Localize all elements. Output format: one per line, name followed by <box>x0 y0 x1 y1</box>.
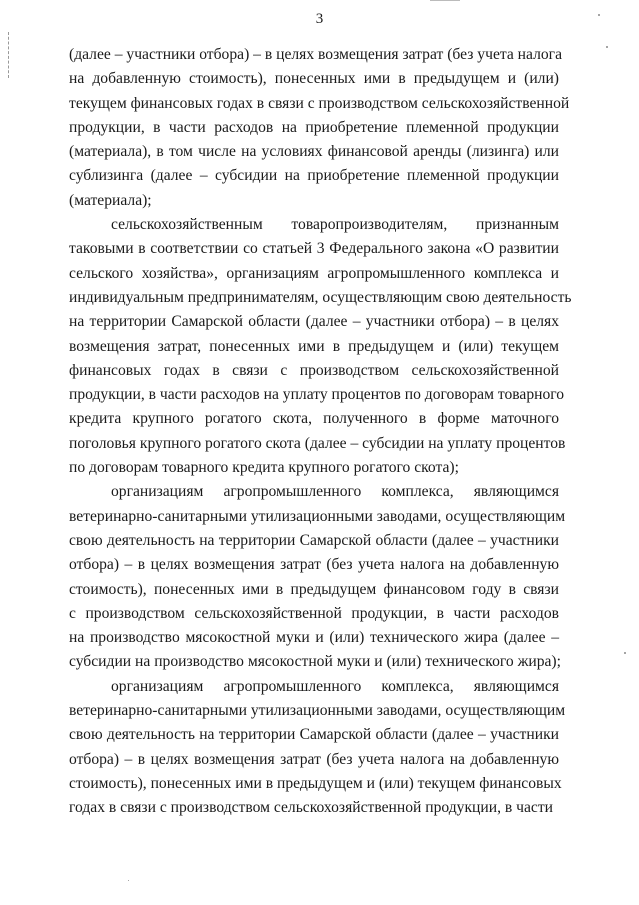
text-line: ветеринарно-санитарными утилизационными заводами, осуществляющим <box>69 507 566 525</box>
paragraph <box>69 675 566 821</box>
text-line: таковыми в соответствии со статьей 3 Федерального закона «О развитии <box>69 240 559 258</box>
text-line: (материала), в том числе на условиях финансовой аренды (лизинга) или <box>69 143 559 161</box>
text-line: отбора) – в целях возмещения затрат (без учета налога на добавленную <box>69 750 559 768</box>
text-line: (материала); <box>69 191 152 209</box>
text-line: сублизинга (далее – субсидии на приобретение племенной продукции <box>69 167 559 185</box>
scan-speck <box>128 880 129 881</box>
text-line: по договорам товарного кредита крупного рогатого скота); <box>69 459 459 477</box>
document-body <box>69 43 572 821</box>
text-line: ветеринарно-санитарными утилизационными заводами, осуществляющим <box>69 702 566 720</box>
text-line: на добавленную стоимость), понесенных ими в предыдущем и (или) <box>69 70 559 88</box>
text-line: отбора) – в целях возмещения затрат (без учета налога на добавленную <box>69 556 559 574</box>
paragraph <box>69 213 572 480</box>
text-line: кредита крупного рогатого скота, полученного в форме маточного <box>69 410 559 428</box>
text-line: с производством сельскохозяйственной продукции, в части расходов <box>69 604 559 622</box>
text-line: на территории Самарской области (далее – участники отбора) – в целях <box>69 313 559 331</box>
text-line: продукции, в части расходов на приобретение племенной продукции <box>69 118 559 136</box>
text-line: организациям агропромышленного комплекса, являющимся <box>111 677 559 695</box>
text-line: стоимость), понесенных ими в предыдущем финансовом году в связи <box>69 580 559 598</box>
text-line: поголовья крупного рогатого скота (далее – субсидии на уплату процентов <box>69 434 566 452</box>
text-line: свою деятельность на территории Самарской области (далее – участники <box>69 726 559 744</box>
scan-speck <box>606 46 608 48</box>
text-line: финансовых годах в связи с производством сельскохозяйственной <box>69 361 559 379</box>
text-line: индивидуальным предпринимателям, осуществляющим свою деятельность <box>69 288 572 306</box>
page-number: 3 <box>315 11 324 27</box>
scan-artifact <box>8 32 10 78</box>
scan-artifact <box>430 0 460 1</box>
text-line: свою деятельность на территории Самарской области (далее – участники <box>69 531 559 549</box>
text-line: годах в связи с производством сельскохозяйственной продукции, в части <box>69 799 553 817</box>
text-line: субсидии на производство мясокостной муки и (или) технического жира); <box>69 653 561 671</box>
text-line: сельскохозяйственным товаропроизводителям, признанным <box>111 216 559 234</box>
text-line: продукции, в части расходов на уплату процентов по договорам товарного <box>69 386 565 404</box>
text-line: возмещения затрат, понесенных ими в предыдущем и (или) текущем <box>69 337 559 355</box>
text-line: организациям агропромышленного комплекса, являющимся <box>111 483 559 501</box>
text-line: текущем финансовых годах в связи с производством сельскохозяйственной <box>69 94 570 112</box>
text-line: на производство мясокостной муки и (или) технического жира (далее – <box>69 629 559 647</box>
paragraph <box>69 480 566 674</box>
text-line: (далее – участники отбора) – в целях возмещения затрат (без учета налога <box>69 46 562 63</box>
scan-speck <box>624 652 626 654</box>
paragraph <box>69 43 570 213</box>
text-line: сельского хозяйства», организациям агропромышленного комплекса и <box>69 264 559 282</box>
text-line: стоимость), понесенных ими в предыдущем и (или) текущем финансовых <box>69 774 562 792</box>
